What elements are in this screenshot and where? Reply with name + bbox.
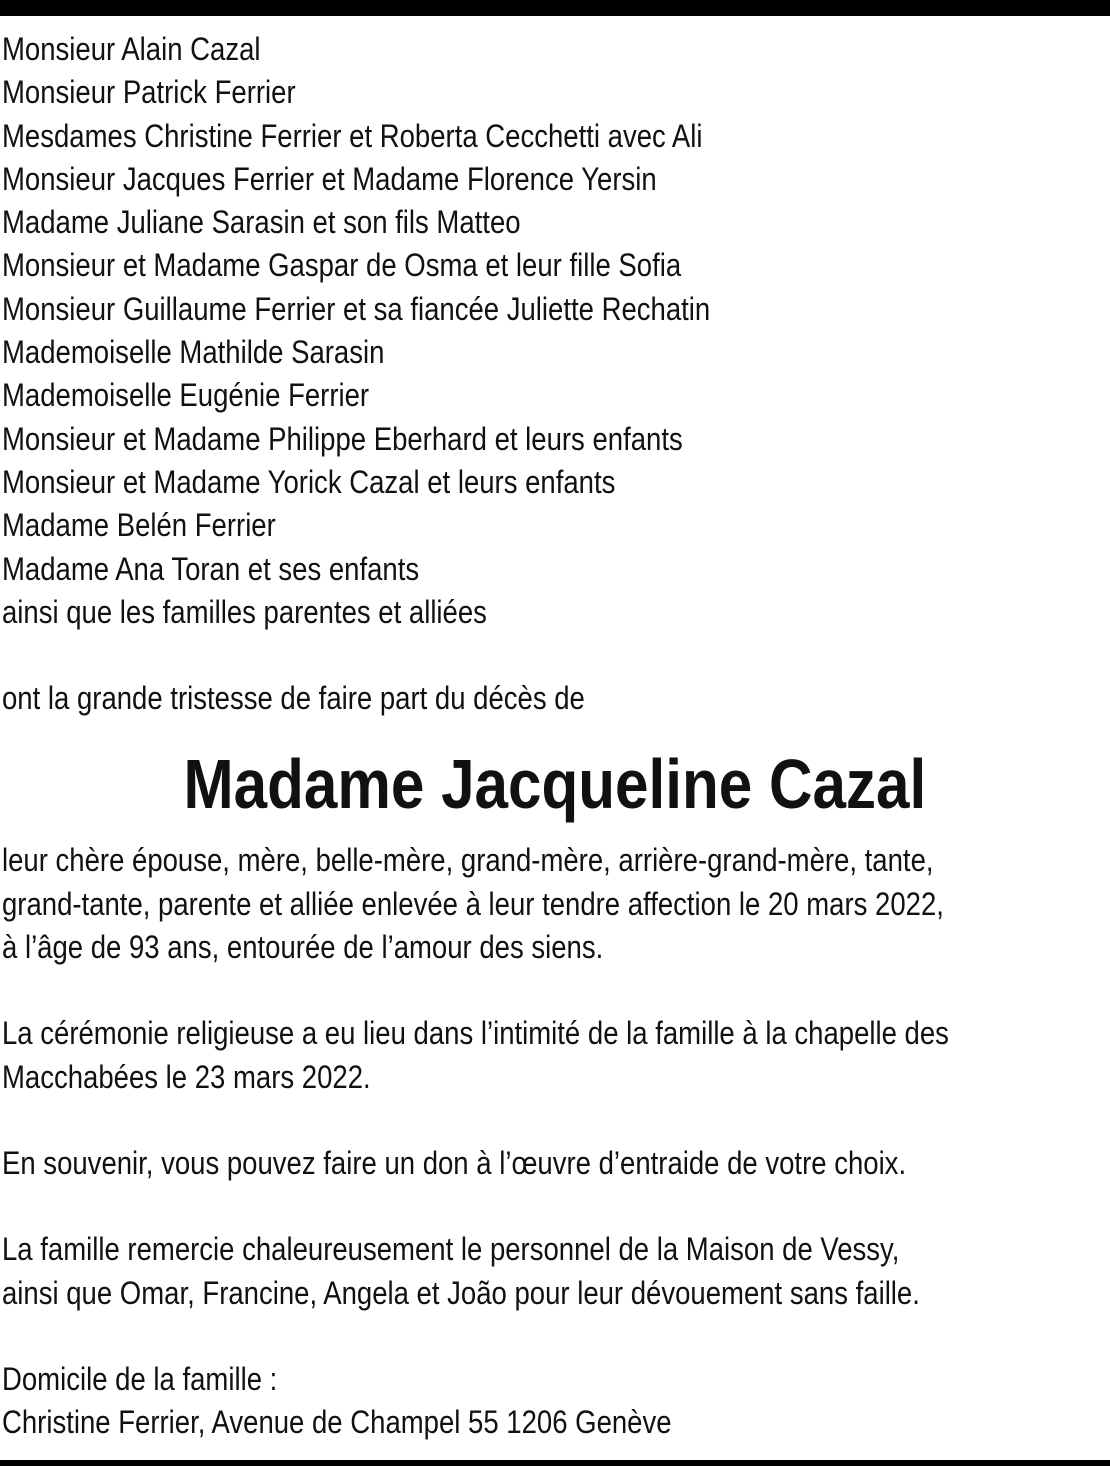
mourner-line: Monsieur et Madame Yorick Cazal et leurs enfants (2, 463, 616, 500)
mourner-line: Monsieur Jacques Ferrier et Madame Florence Yersin (2, 160, 657, 197)
tribute-line: grand-tante, parente et alliée enlevée à leur tendre affection le 20 mars 2022, (2, 885, 944, 922)
tribute-line: à l’âge de 93 ans, entourée de l’amour des siens. (2, 929, 604, 966)
address-line: Christine Ferrier, Avenue de Champel 55 1206 Genève (2, 1404, 672, 1441)
family-address-paragraph (2, 1358, 1108, 1445)
donation-line: En souvenir, vous pouvez faire un don à l’œuvre d’entraide de votre choix. (2, 1144, 907, 1181)
donation-paragraph (2, 1142, 1108, 1185)
mourner-line: Monsieur et Madame Gaspar de Osma et leur fille Sofia (2, 247, 682, 284)
mourner-line: Mademoiselle Mathilde Sarasin (2, 334, 385, 371)
mourner-line: Madame Ana Toran et ses enfants (2, 550, 420, 587)
mourner-line: Monsieur Guillaume Ferrier et sa fiancée Juliette Rechatin (2, 290, 711, 327)
deceased-name-heading (2, 742, 1108, 826)
mourner-line: Monsieur Patrick Ferrier (2, 74, 296, 111)
bottom-border-rule (0, 1460, 1110, 1466)
ceremony-line: La cérémonie religieuse a eu lieu dans l’intimité de la famille à la chapelle des (2, 1015, 949, 1052)
address-label: Domicile de la famille : (2, 1360, 278, 1397)
thanks-line: ainsi que Omar, Francine, Angela et João pour leur dévouement sans faille. (2, 1274, 920, 1311)
tribute-line: leur chère épouse, mère, belle-mère, grand-mère, arrière-grand-mère, tante, (2, 842, 934, 879)
thanks-paragraph (2, 1228, 1108, 1315)
mourner-line: Madame Juliane Sarasin et son fils Matteo (2, 204, 521, 241)
top-border-rule (0, 0, 1110, 16)
deceased-name: Madame Jacqueline Cazal (183, 745, 927, 824)
thanks-line: La famille remercie chaleureusement le personnel de la Maison de Vessy, (2, 1231, 900, 1268)
ceremony-paragraph (2, 1012, 1108, 1099)
tribute-paragraph (2, 839, 1108, 969)
mourner-line: Mademoiselle Eugénie Ferrier (2, 377, 370, 414)
obituary-notice (2, 28, 1108, 1444)
mourner-line: Mesdames Christine Ferrier et Roberta Cecchetti avec Ali (2, 117, 703, 154)
mourner-line: Monsieur et Madame Philippe Eberhard et leurs enfants (2, 420, 683, 457)
mourner-line: Monsieur Alain Cazal (2, 31, 261, 67)
ceremony-line: Macchabées le 23 mars 2022. (2, 1058, 371, 1095)
mourner-line: ainsi que les familles parentes et alliées (2, 593, 487, 630)
announcement-text: ont la grande tristesse de faire part du décès de (2, 680, 585, 717)
mourner-line: Madame Belén Ferrier (2, 507, 276, 544)
mourners-list (2, 28, 1108, 634)
